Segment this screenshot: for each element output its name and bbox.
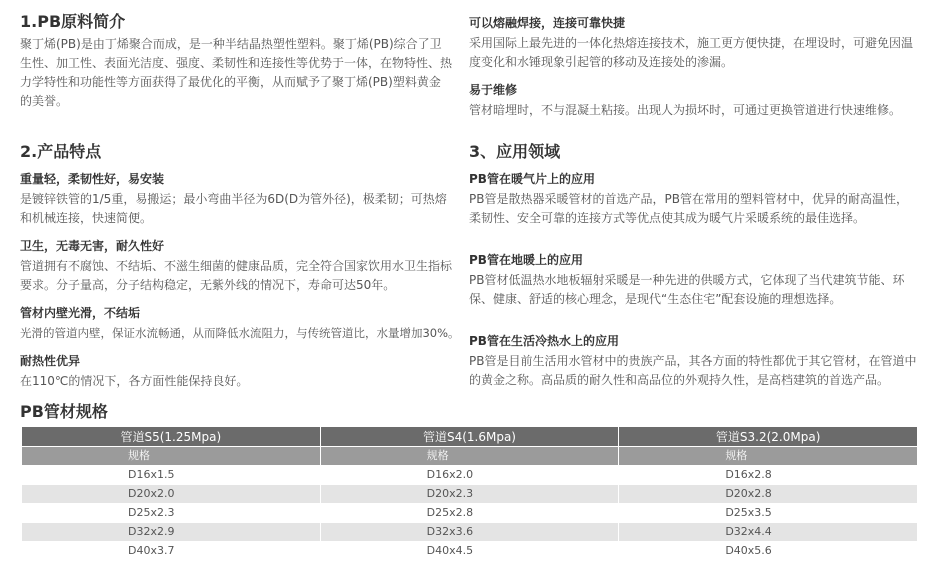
section-title-features: 2.产品特点 <box>20 142 102 161</box>
table-cell: D20x2.8 <box>619 485 918 504</box>
spec-subheader-cell: 规格 <box>619 447 918 466</box>
table-cell: D40x4.5 <box>320 542 619 561</box>
feature-title: 可以熔融焊接，连接可靠快捷 <box>469 16 626 30</box>
feature-text: 是镀锌铁管的1/5重，易搬运；最小弯曲半径为6D(D为管外径)，极柔韧；可热熔和机械连接，快速简便。 <box>20 192 447 225</box>
feature-title: 易于维修 <box>469 83 518 97</box>
application-title: PB管在暖气片上的应用 <box>469 172 595 186</box>
section-features <box>20 142 452 162</box>
table-cell: D20x2.0 <box>22 485 321 504</box>
spec-table <box>21 426 918 561</box>
feature-text: 管道拥有不腐蚀、不结垢、不滋生细菌的健康品质，完全符合国家饮用水卫生指标要求。分子量高，分子结构稳定，无紫外线的情况下，寿命可达50年。 <box>20 259 453 292</box>
feature-4 <box>20 352 452 391</box>
feature-title: 重量轻，柔韧性好，易安装 <box>20 172 165 186</box>
application-3 <box>469 332 919 390</box>
table-cell: D40x5.6 <box>619 542 918 561</box>
feature-5 <box>469 14 919 72</box>
feature-text: 在110℃的情况下，各方面性能保持良好。 <box>20 374 249 388</box>
spec-header-cell: 管道S5(1.25Mpa) <box>22 427 321 447</box>
table-cell: D25x3.5 <box>619 504 918 523</box>
section-title-raw-material: 1.PB原料简介 <box>20 12 126 31</box>
application-1 <box>469 170 919 228</box>
table-cell: D25x2.3 <box>22 504 321 523</box>
feature-title: 卫生，无毒无害，耐久性好 <box>20 239 165 253</box>
feature-2 <box>20 237 452 295</box>
spec-header-cell: 管道S4(1.6Mpa) <box>320 427 619 447</box>
table-cell: D16x1.5 <box>22 466 321 485</box>
table-row <box>22 523 918 542</box>
section-title-applications: 3、应用领域 <box>469 142 561 161</box>
section-raw-material <box>20 12 452 111</box>
application-title: PB管在地暖上的应用 <box>469 253 583 267</box>
table-cell: D32x3.6 <box>320 523 619 542</box>
spec-header-row <box>22 427 918 447</box>
table-cell: D16x2.0 <box>320 466 619 485</box>
feature-6 <box>469 81 919 120</box>
table-cell: D25x2.8 <box>320 504 619 523</box>
table-cell: D32x2.9 <box>22 523 321 542</box>
table-row <box>22 485 918 504</box>
section-applications <box>469 142 919 162</box>
spec-header-cell: 管道S3.2(2.0Mpa) <box>619 427 918 447</box>
spec-subheader-cell: 规格 <box>320 447 619 466</box>
feature-3 <box>20 304 460 343</box>
application-text: PB管是目前生活用水管材中的贵族产品，其各方面的特性都优于其它管材，在管道中的黄金之称。高品质的耐久性和高品位的外观持久性，是高档建筑的首选产品。 <box>469 354 917 387</box>
application-text: PB管是散热器采暖管材的首选产品，PB管在常用的塑料管材中，优异的耐高温性，柔韧性、安全可靠的连接方式等优点使其成为暖气片采暖系统的最佳选择。 <box>469 192 908 225</box>
spec-subheader-row <box>22 447 918 466</box>
feature-1 <box>20 170 452 228</box>
feature-text: 采用国际上最先进的一体化热熔连接技术，施工更方便快捷，在埋设时，可避免因温度变化和水锤现象引起管的移动及连接处的渗漏。 <box>469 36 914 69</box>
table-cell: D40x3.7 <box>22 542 321 561</box>
feature-text: 管材暗埋时，不与混凝土粘接。出现人为损坏时，可通过更换管道进行快速维修。 <box>469 103 902 117</box>
table-cell: D20x2.3 <box>320 485 619 504</box>
spec-subheader-cell: 规格 <box>22 447 321 466</box>
table-row <box>22 504 918 523</box>
table-row <box>22 466 918 485</box>
feature-title: 耐热性优异 <box>20 354 81 368</box>
table-cell: D16x2.8 <box>619 466 918 485</box>
raw-material-text: 聚丁烯(PB)是由丁烯聚合而成，是一种半结晶热塑性塑料。聚丁烯(PB)综合了卫生性、加工性、表面光洁度、强度、柔韧性和连接性等优势于一体，在物特性、热力学特性和功能性等方面获得了最优化的平衡，从而赋予了聚丁烯(PB)塑料黄金的美誉。 <box>20 37 453 108</box>
spec-title: PB管材规格 <box>20 402 108 421</box>
table-cell: D32x4.4 <box>619 523 918 542</box>
feature-text: 光滑的管道内壁，保证水流畅通，从而降低水流阻力，与传统管道比，水量增加30%。 <box>20 326 460 340</box>
table-row <box>22 542 918 561</box>
application-title: PB管在生活冷热水上的应用 <box>469 334 619 348</box>
application-text: PB管材低温热水地板辐射采暖是一种先进的供暖方式，它体现了当代建筑节能、环保、健康、舒适的核心理念，是现代“生态住宅”配套设施的理想选择。 <box>469 273 905 306</box>
feature-title: 管材内壁光滑，不结垢 <box>20 306 141 320</box>
application-2 <box>469 251 919 309</box>
